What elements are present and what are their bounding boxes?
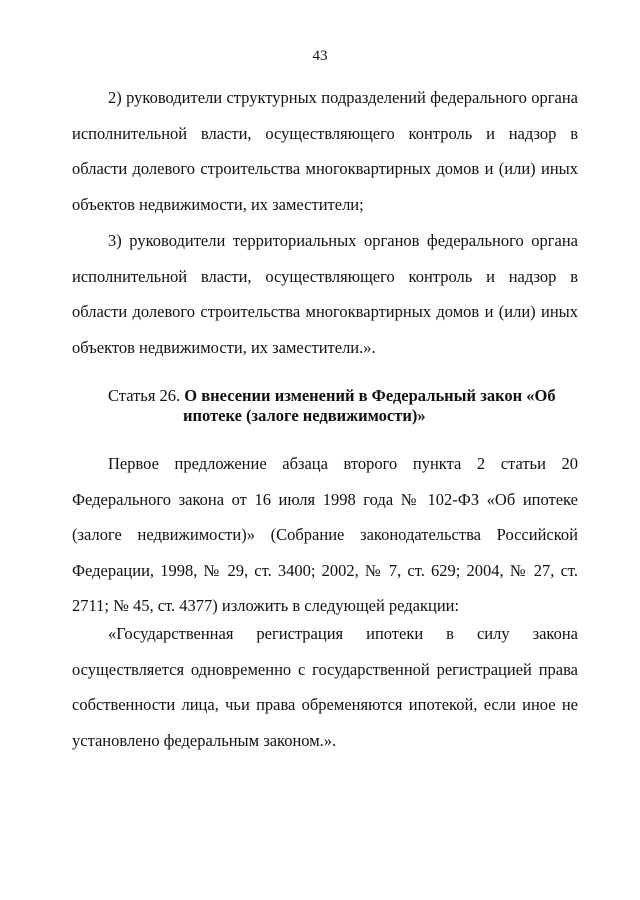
article-label: Статья 26. <box>108 386 181 405</box>
article-title-line2: ипотеке (залоге недвижимости)» <box>183 406 426 425</box>
page-number: 43 <box>312 48 328 64</box>
list-item-3: 3) руководители территориальных органов федерального органа исполнительной власти, осуществляющего контроль и надзор в области долевого строительства многоквартирных домов и (или) иных объектов недвижимости, их заместители.». <box>72 231 578 357</box>
list-item-2: 2) руководители структурных подразделений федерального органа исполнительной власти, осуществляющего контроль и надзор в области долевого строительства многоквартирных домов и (или) иных объектов недвижимости, их заместители; <box>72 88 578 214</box>
article-heading <box>108 386 578 426</box>
article-title-line1: О внесении изменений в Федеральный закон «Об <box>184 386 556 405</box>
body-paragraph-1: Первое предложение абзаца второго пункта 2 статьи 20 Федерального закона от 16 июля 1998 года № 102-ФЗ «Об ипотеке (залоге недвижимости)» (Собрание законодательства Российской Федерации, 1998, № 29, ст. 3400; 2002, № 7, ст. 629; 2004, № 27, ст. 2711; № 45, ст. 4377) изложить в следующей редакции: <box>72 454 578 615</box>
body-paragraph-2: «Государственная регистрация ипотеки в силу закона осуществляется одновременно с государственной регистрацией права собственности лица, чьи права обременяются ипотекой, если иное не установлено федеральным законом.». <box>72 624 578 750</box>
